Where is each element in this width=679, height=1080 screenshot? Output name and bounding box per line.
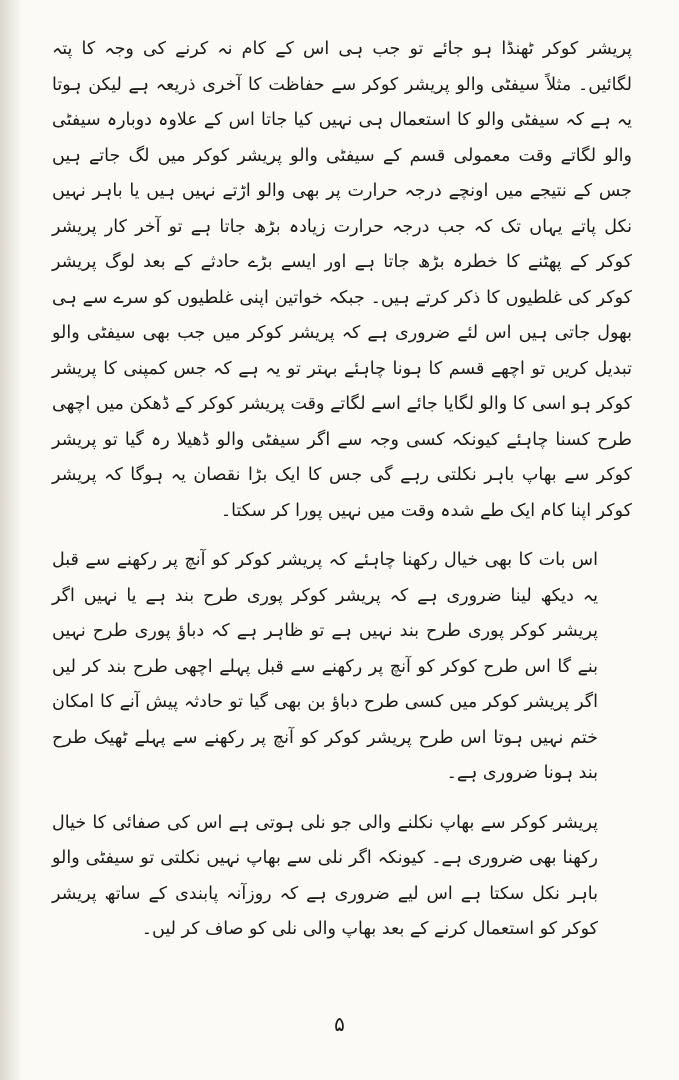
paragraph-steam-pipe: پریشر کوکر سے بھاپ نکلنے والی جو نلی ہوتی ہے اس کی صفائی کا خیال رکھنا بھی ضروری ہے۔ کیونکہ اگر نلی سے بھاپ نہیں نکلتی تو سیفٹی والو باہر نکل سکتا ہے اس لیے ضروری ہے کہ روزآنہ پابندی کے ساتھ پریشر کوکر کو استعمال کرنے کے بعد بھاپ والی نلی کو صاف کر لیں۔ (52, 812, 598, 939)
paragraph-closing-lid: اس بات کا بھی خیال رکھنا چاہئے کہ پریشر کوکر کو آنچ پر رکھنے سے قبل یہ دیکھ لینا ضروری ہے کہ پریشر کوکر پوری طرح بند ہے یا نہیں اگر پریشر کوکر پوری طرح بند نہیں ہے تو ظاہر ہے کہ دباؤ پوری طرح نہیں بنے گا اس طرح کوکر کو آنچ پر رکھنے سے قبل پہلے اچھی طرح بند کر لیں اگر پریشر کوکر میں کسی طرح دباؤ بن بھی گیا تو حادثہ پیش آنے کا امکان ختم نہیں ہوتا اس طرح پریشر کوکر کو آنچ پر رکھنے سے پہلے ٹھیک طرح بند ہونا ضروری ہے۔ (52, 550, 598, 783)
page-gutter-shadow (0, 0, 22, 1080)
page-number: ۵ (334, 1012, 345, 1036)
page-body-text (52, 32, 632, 948)
paragraph-safety-valve: پریشر کوکر ٹھنڈا ہو جائے تو جب ہی اس کے کام نہ کرنے کی وجہ کا پتہ لگائیں۔ مثلاً سیفٹی والو پریشر کوکر سے حفاظت کا آخری ذریعہ ہے لیکن ہوتا یہ ہے کہ سیفٹی والو کا استعمال ہی نہیں کیا جاتا اس کے علاوہ دوبارہ سیفٹی والو لگاتے وقت معمولی قسم کے سیفٹی والو پریشر کوکر میں لگ جاتے ہیں جس کے نتیجے میں اونچے درجہ حرارت پر بھی والو اڑتے نہیں ہیں یا باہر نہیں نکل پاتے یہاں تک کہ جب درجہ حرارت زیادہ بڑھ جاتا ہے تو آخر کار پریشر کوکر کے پھٹنے کا خطرہ بڑھ جاتا ہے اور ایسے بڑے حادثے کے بعد لوگ پریشر کوکر کی غلطیوں کا ذکر کرتے ہیں۔ جبکہ خواتین اپنی غلطیوں کو سرے سے ہی بھول جاتی ہیں اس لئے ضروری ہے کہ پریشر کوکر میں جب بھی سیفٹی والو تبدیل کریں تو اچھے قسم کا ہونا چاہئے بہتر تو یہ ہے کہ جس کمپنی کا پریشر کوکر ہو اسی کا والو لگایا جائے اسے لگاتے وقت پریشر کوکر کے ڈھکن میں اچھی طرح کسنا چاہئے کیونکہ کسی وجہ سے اگر سیفٹی والو ڈھیلا رہ گیا تو پریشر کوکر سے بھاپ باہر نکلتی رہے گی جس کا ایک بڑا نقصان یہ ہوگا کہ پریشر کوکر اپنا کام ایک طے شدہ وقت میں نہیں پورا کر سکتا۔ (52, 39, 632, 521)
